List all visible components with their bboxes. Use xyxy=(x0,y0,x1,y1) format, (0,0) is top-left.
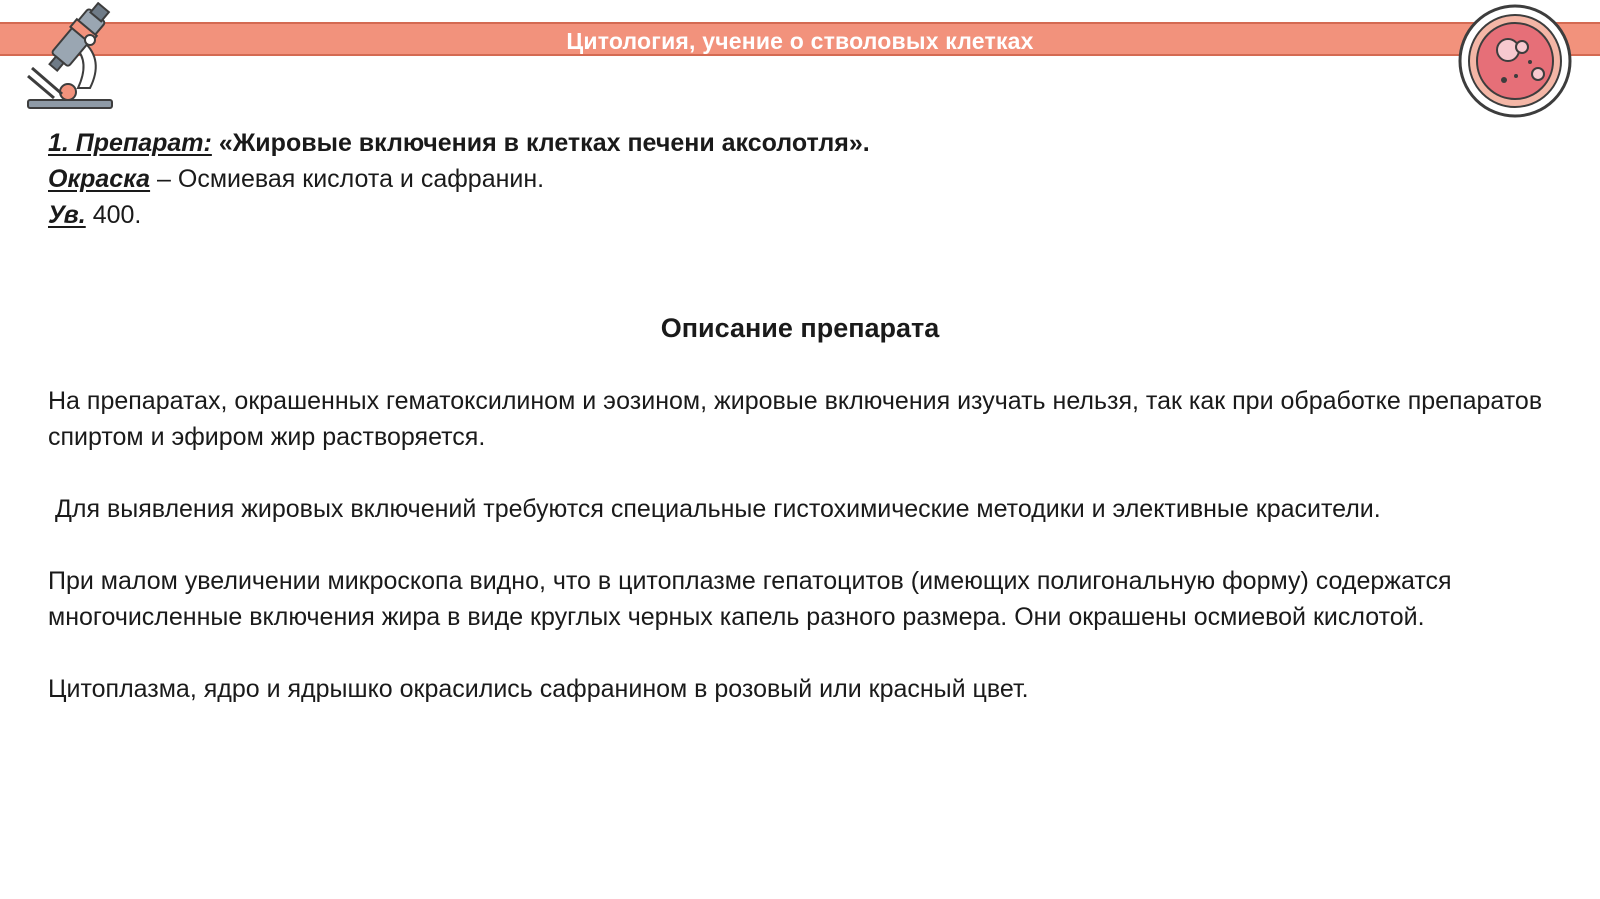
specimen-info xyxy=(48,125,1448,233)
specimen-label: 1. Препарат: xyxy=(48,129,212,157)
magnification-label: Ув. xyxy=(48,201,86,229)
magnification-value: 400. xyxy=(92,201,142,229)
stain-value: – Осмиевая кислота и сафранин. xyxy=(157,165,545,193)
description-body xyxy=(48,383,1578,743)
microscope-icon xyxy=(24,2,118,114)
description-paragraph: При малом увеличении микроскопа видно, что в цитоплазме гепатоцитов (имеющих полигональную форму) содержатся многочисленные включения жира в виде круглых черных капель разного размера. Они окрашены осмиевой кислотой. xyxy=(48,567,1452,631)
description-paragraph: На препаратах, окрашенных гематоксилином и эозином, жировые включения изучать нельзя, так как при обработке препаратов спиртом и эфиром жир растворяется. xyxy=(48,387,1543,451)
specimen-value: «Жировые включения в клетках печени аксолотля». xyxy=(218,129,870,157)
magnification-line xyxy=(48,197,1448,233)
specimen-line xyxy=(48,125,1448,161)
header-bar xyxy=(0,22,1600,56)
description-paragraph: Цитоплазма, ядро и ядрышко окрасились сафранином в розовый или красный цвет. xyxy=(48,675,1029,703)
stain-label: Окраска xyxy=(48,165,151,193)
description-heading: Описание препарата xyxy=(660,313,940,343)
petri-dish-icon xyxy=(1456,2,1574,120)
description-paragraph: Для выявления жировых включений требуются специальные гистохимические методики и элективные красители. xyxy=(48,495,1381,523)
stain-line xyxy=(48,161,1448,197)
slide-title: Цитология, учение о стволовых клетках xyxy=(566,28,1034,54)
